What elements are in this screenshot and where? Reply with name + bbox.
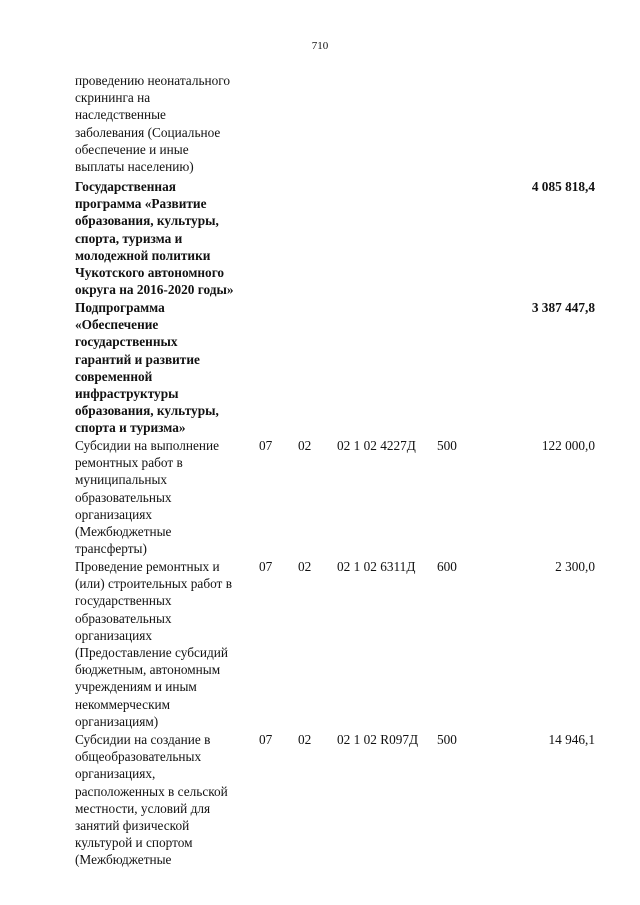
row-subsection-code: 02 [298,559,312,574]
row-amount: 122 000,0 [541,438,595,453]
row-name: Подпрограмма «Обеспечение государственных гарантий и развитие современной инфраструктуры образования, культуры, спорта и туризма» [75,300,219,436]
row-section-code: 07 [259,438,273,453]
row-section-code: 07 [259,559,273,574]
row-expense-kind: 500 [437,732,457,747]
row-target-article: 02 1 02 R097Д [337,732,419,747]
row-subsection-code: 02 [298,732,312,747]
row-name: проведению неонатального скрининга на наследственные заболевания (Социальное обеспечение и иные выплаты населению) [75,73,231,175]
row-section-code: 07 [259,732,273,747]
row-amount: 2 300,0 [555,559,595,574]
row-amount: 14 946,1 [548,732,595,747]
row-target-article: 02 1 02 4227Д [337,438,416,453]
row-name: Проведение ремонтных и (или) строительных работ в государственных образовательных организациях (Предоставление субсидий бюджетным, автономным учреждениям и иным некоммерческим организациям) [75,559,232,729]
page-number: 710 [311,40,329,52]
row-expense-kind: 500 [437,438,457,453]
row-amount: 3 387 447,8 [531,300,595,315]
row-subsection-code: 02 [298,438,312,453]
row-name: Субсидии на выполнение ремонтных работ в муниципальных образовательных организациях (Межбюджетные трансферты) [75,438,220,557]
row-amount: 4 085 818,4 [531,179,595,194]
row-expense-kind: 600 [437,559,457,574]
row-name: Субсидии на создание в общеобразовательных организациях, расположенных в сельской местности, условий для занятий физической культурой и спортом (Межбюджетные [75,732,228,868]
row-target-article: 02 1 02 6311Д [337,559,416,574]
row-name: Государственная программа «Развитие образования, культуры, спорта, туризма и молодежной политики Чукотского автономного округа на 2016-2020 годы» [75,179,234,298]
